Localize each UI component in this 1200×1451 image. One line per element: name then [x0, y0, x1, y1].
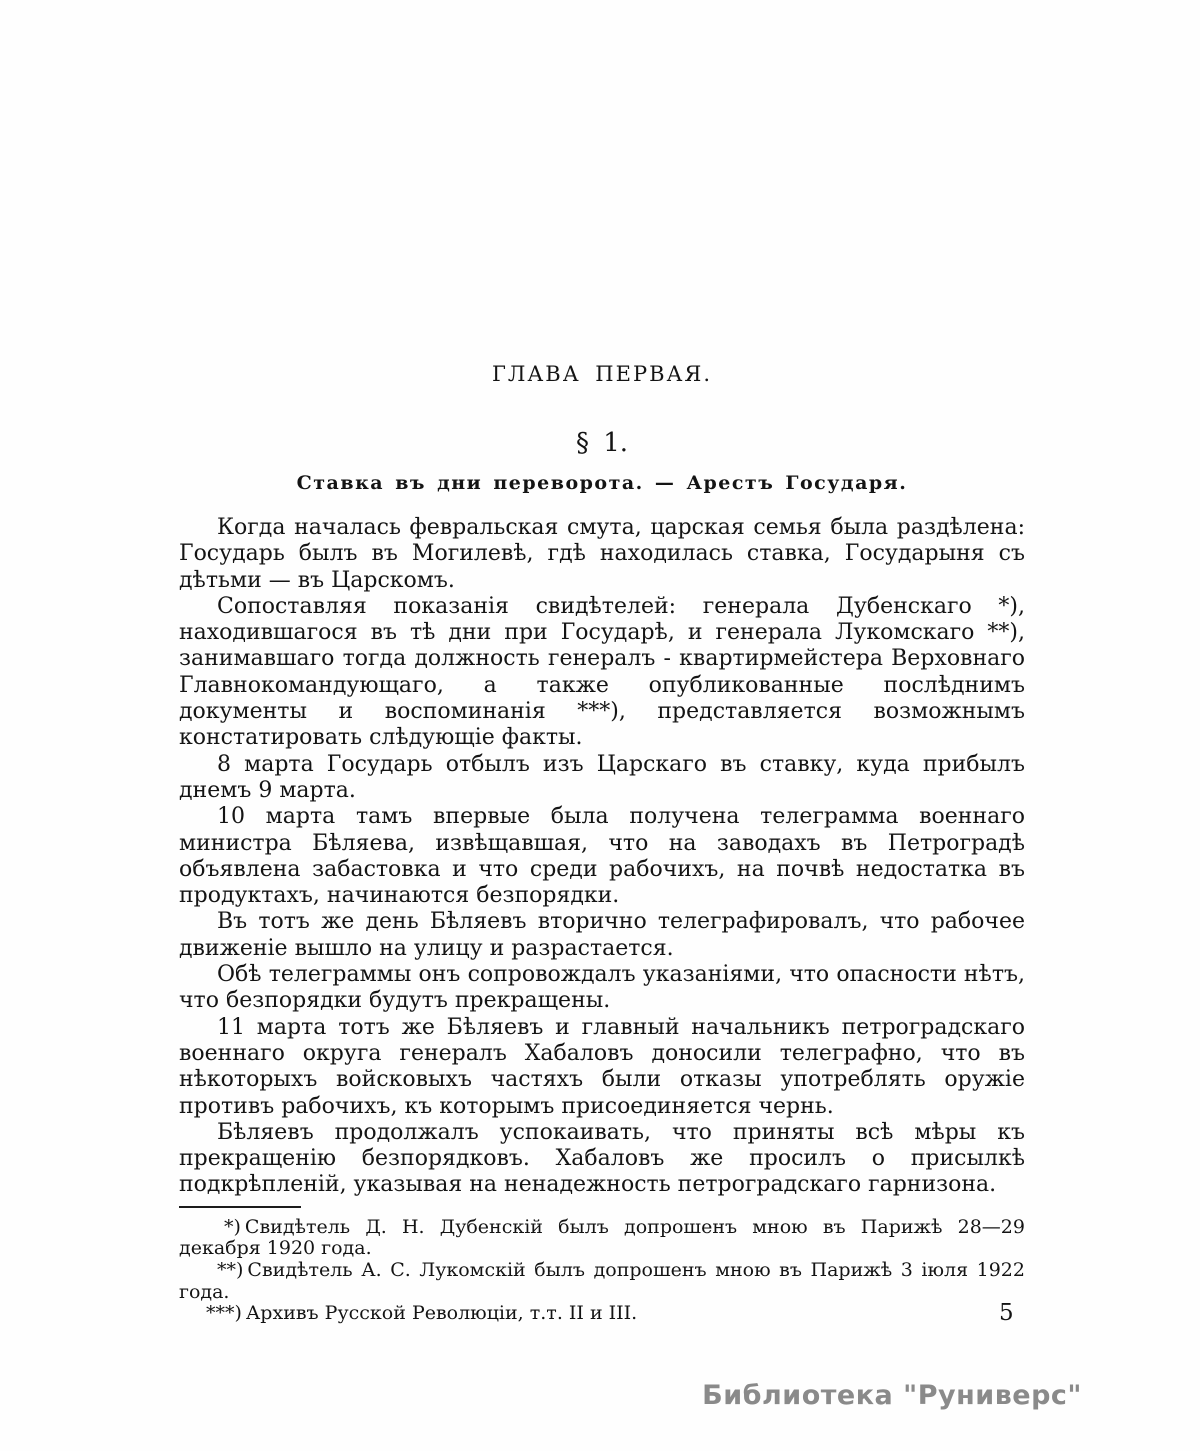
footnote-marker: ***) [206, 1302, 242, 1325]
chapter-title: ГЛАВА ПЕРВАЯ. [491, 362, 713, 386]
paragraph: Обѣ телеграммы онъ сопровождалъ указаніями, что опасности нѣтъ, что безпорядки будутъ прекращены. [179, 962, 1025, 1014]
paragraph: 8 марта Государь отбылъ изъ Царскаго въ ставку, куда прибылъ днемъ 9 марта. [179, 751, 1025, 803]
footnote-marker: *) [224, 1215, 241, 1238]
paragraph: Бѣляевъ продолжалъ успокаивать, что приняты всѣ мѣры къ прекращенію безпорядковъ. Хабаловъ же просилъ о присылкѣ подкрѣпленій, указывая на ненадежность петроградскаго гарнизона. [179, 1119, 1025, 1198]
section-subtitle: Ставка въ дни переворота. — Арестъ Государя. [296, 472, 908, 494]
page-number: 5 [999, 1300, 1014, 1326]
footnote-text: Свидѣтель Д. Н. Дубенскій былъ допрошенъ мною въ Парижѣ 28—29 декабря 1920 года. [179, 1215, 1025, 1260]
paragraph: Когда началась февральская смута, царская семья была раздѣлена: Государь былъ въ Могилевѣ, гдѣ находилась ставка, Государыня съ дѣтьми — въ Царскомъ. [179, 515, 1025, 593]
paragraph: 10 марта тамъ впервые была получена телеграмма военнаго министра Бѣляева, извѣщавшая, что на заводахъ въ Петроградѣ объявлена забастовка и что среди рабочихъ, на почвѣ недостатка въ продуктахъ, начинаются безпорядки. [179, 804, 1025, 909]
footnote-text: Архивъ Русской Революціи, т.т. II и III. [245, 1302, 638, 1325]
page-content [179, 362, 1025, 1325]
library-watermark: Библиотека "Руниверс" [702, 1380, 1082, 1411]
body-text [179, 515, 1025, 1199]
paragraph: 11 марта тотъ же Бѣляевъ и главный начальникъ петроградскаго военнаго округа генералъ Хабаловъ доносили телеграфно, что въ нѣкоторыхъ войсковыхъ частяхъ были отказы употреблять оружіе противъ рабочихъ, къ которымъ присоединяется чернь. [179, 1014, 1025, 1119]
footnote-text: Свидѣтель А. С. Лукомскій былъ допрошенъ мною въ Парижѣ 3 іюля 1922 года. [179, 1258, 1025, 1303]
footnote-marker: **) [217, 1258, 244, 1281]
paragraph: Сопоставляя показанія свидѣтелей: генерала Дубенскаго *), находившагося въ тѣ дни при Государѣ, и генерала Лукомскаго **), занимавшаго тогда должность генералъ - квартирмейстера Верховнаго Главнокомандующаго, а также опубликованные послѣднимъ документы и воспоминанія ***), представляется возможнымъ констатировать слѣдующіе факты. [179, 593, 1025, 751]
footnote-item [179, 1260, 1025, 1303]
section-number: § 1. [575, 428, 629, 458]
footnote-item [179, 1217, 1025, 1260]
footnotes [179, 1217, 1025, 1325]
footnote-item [179, 1303, 1025, 1325]
paragraph: Въ тотъ же день Бѣляевъ вторично телеграфировалъ, что рабочее движеніе вышло на улицу и разрастается. [179, 909, 1025, 961]
footnote-separator-rule [179, 1206, 301, 1208]
